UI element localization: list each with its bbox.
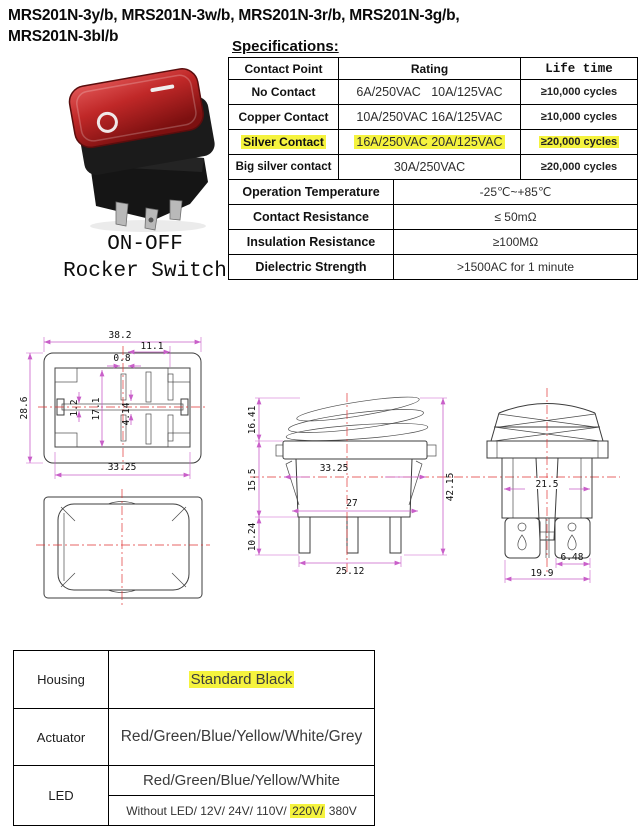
column-header-contact-point: Contact Point [229, 58, 339, 80]
cell-life-time: ≥20,000 cycles [540, 136, 618, 148]
cell-property-value: ≥100MΩ [394, 230, 638, 255]
dim-label-tab-width: 11.1 [140, 341, 164, 352]
table-row-highlighted [229, 130, 638, 155]
cell-property-name: Dielectric Strength [229, 255, 394, 280]
option-value-housing: Standard Black [190, 671, 293, 688]
cell-property-name: Contact Resistance [229, 205, 394, 230]
cell-rating: 16A/250VAC 20A/125VAC [356, 135, 503, 149]
drawing-top-view-plain [36, 489, 210, 606]
option-value-led-voltages [109, 796, 375, 826]
dim-label-terminal-offset: 6.48 [560, 552, 584, 563]
dim-label-overall-height: 42.15 [445, 472, 456, 502]
table-row [14, 709, 375, 766]
cell-life-time: ≥20,000 cycles [521, 155, 638, 180]
column-header-rating: Rating [339, 58, 521, 80]
drawing-top-view [19, 330, 208, 479]
table-row [229, 230, 638, 255]
dim-label-terminal-span: 25.12 [335, 566, 365, 577]
caption-line1: ON-OFF [107, 233, 183, 256]
option-name-actuator: Actuator [14, 709, 109, 766]
cell-life-time: ≥10,000 cycles [521, 80, 638, 105]
table-row [229, 255, 638, 280]
product-photo [58, 54, 232, 232]
dim-label-inner-height: 17.1 [91, 397, 102, 421]
dim-label-rocker-height: 16.41 [247, 405, 258, 435]
drawing-side-view [247, 392, 456, 577]
dim-label-body-width: 27 [346, 498, 358, 509]
dim-label-shaft-thickness: 1.2 [69, 399, 80, 417]
dim-label-flange-width: 33.25 [319, 463, 349, 474]
page-title-line2: MRS201N-3bl/b [8, 28, 119, 45]
product-caption [40, 231, 250, 285]
dim-label-body-depth: 15.5 [247, 468, 258, 492]
table-row [229, 205, 638, 230]
technical-drawings [0, 300, 639, 645]
option-value-led-colors: Red/Green/Blue/Yellow/White [109, 766, 375, 796]
led-voltages-highlight: 220V/ [292, 803, 324, 818]
page-title-line1: MRS201N-3y/b, MRS201N-3w/b, MRS201N-3r/b, MRS201N-3g/b, [8, 7, 460, 24]
dim-label-overall-height: 28.6 [19, 396, 30, 420]
cell-property-value: -25℃~+85℃ [394, 180, 638, 205]
table-header-row [229, 58, 638, 80]
table-row [229, 105, 638, 130]
table-row [229, 180, 638, 205]
terminal-hole [149, 218, 154, 223]
cell-property-value: ≤ 50mΩ [394, 205, 638, 230]
dim-label-overall-width: 38.2 [108, 330, 132, 341]
specifications-table [228, 57, 638, 280]
cell-life-time: ≥10,000 cycles [521, 105, 638, 130]
table-row [14, 651, 375, 709]
cell-property-name: Insulation Resistance [229, 230, 394, 255]
specifications-heading: Specifications: [232, 38, 339, 55]
dim-label-panel-width: 33.25 [107, 462, 137, 473]
dim-label-terminal-length: 10.24 [247, 522, 258, 552]
options-table [13, 650, 375, 826]
table-row [14, 766, 375, 796]
option-name-led: LED [14, 766, 109, 826]
cell-contact-point: Big silver contact [229, 155, 339, 180]
table-row [229, 155, 638, 180]
cell-property-name: Operation Temperature [229, 180, 394, 205]
cell-rating: 6A/250VAC 10A/125VAC [339, 80, 521, 105]
led-voltages-pre: Without LED/ 12V/ 24V/ 110V/ [126, 803, 291, 818]
dim-label-slot-width: 0.8 [113, 353, 131, 364]
cell-property-value: >1500AC for 1 minute [394, 255, 638, 280]
caption-line2: Rocker Switch [63, 260, 227, 283]
option-value-actuator: Red/Green/Blue/Yellow/White/Grey [109, 709, 375, 766]
rocker-switch-photo [58, 54, 232, 232]
cell-rating: 30A/250VAC [339, 155, 521, 180]
table-row [229, 80, 638, 105]
cell-contact-point: No Contact [229, 80, 339, 105]
cell-contact-point: Silver Contact [243, 135, 324, 149]
column-header-life-time: Life time [521, 58, 638, 80]
drawing-front-view [487, 388, 608, 583]
dim-label-inner-width: 21.5 [535, 479, 559, 490]
dim-label-body-width: 19.9 [530, 568, 554, 579]
cell-contact-point: Copper Contact [229, 105, 339, 130]
option-name-housing: Housing [14, 651, 109, 709]
led-voltages-post: 380V [325, 803, 357, 818]
cell-rating: 10A/250VAC 16A/125VAC [339, 105, 521, 130]
dim-label-slot-offset: 4.14 [121, 402, 132, 426]
